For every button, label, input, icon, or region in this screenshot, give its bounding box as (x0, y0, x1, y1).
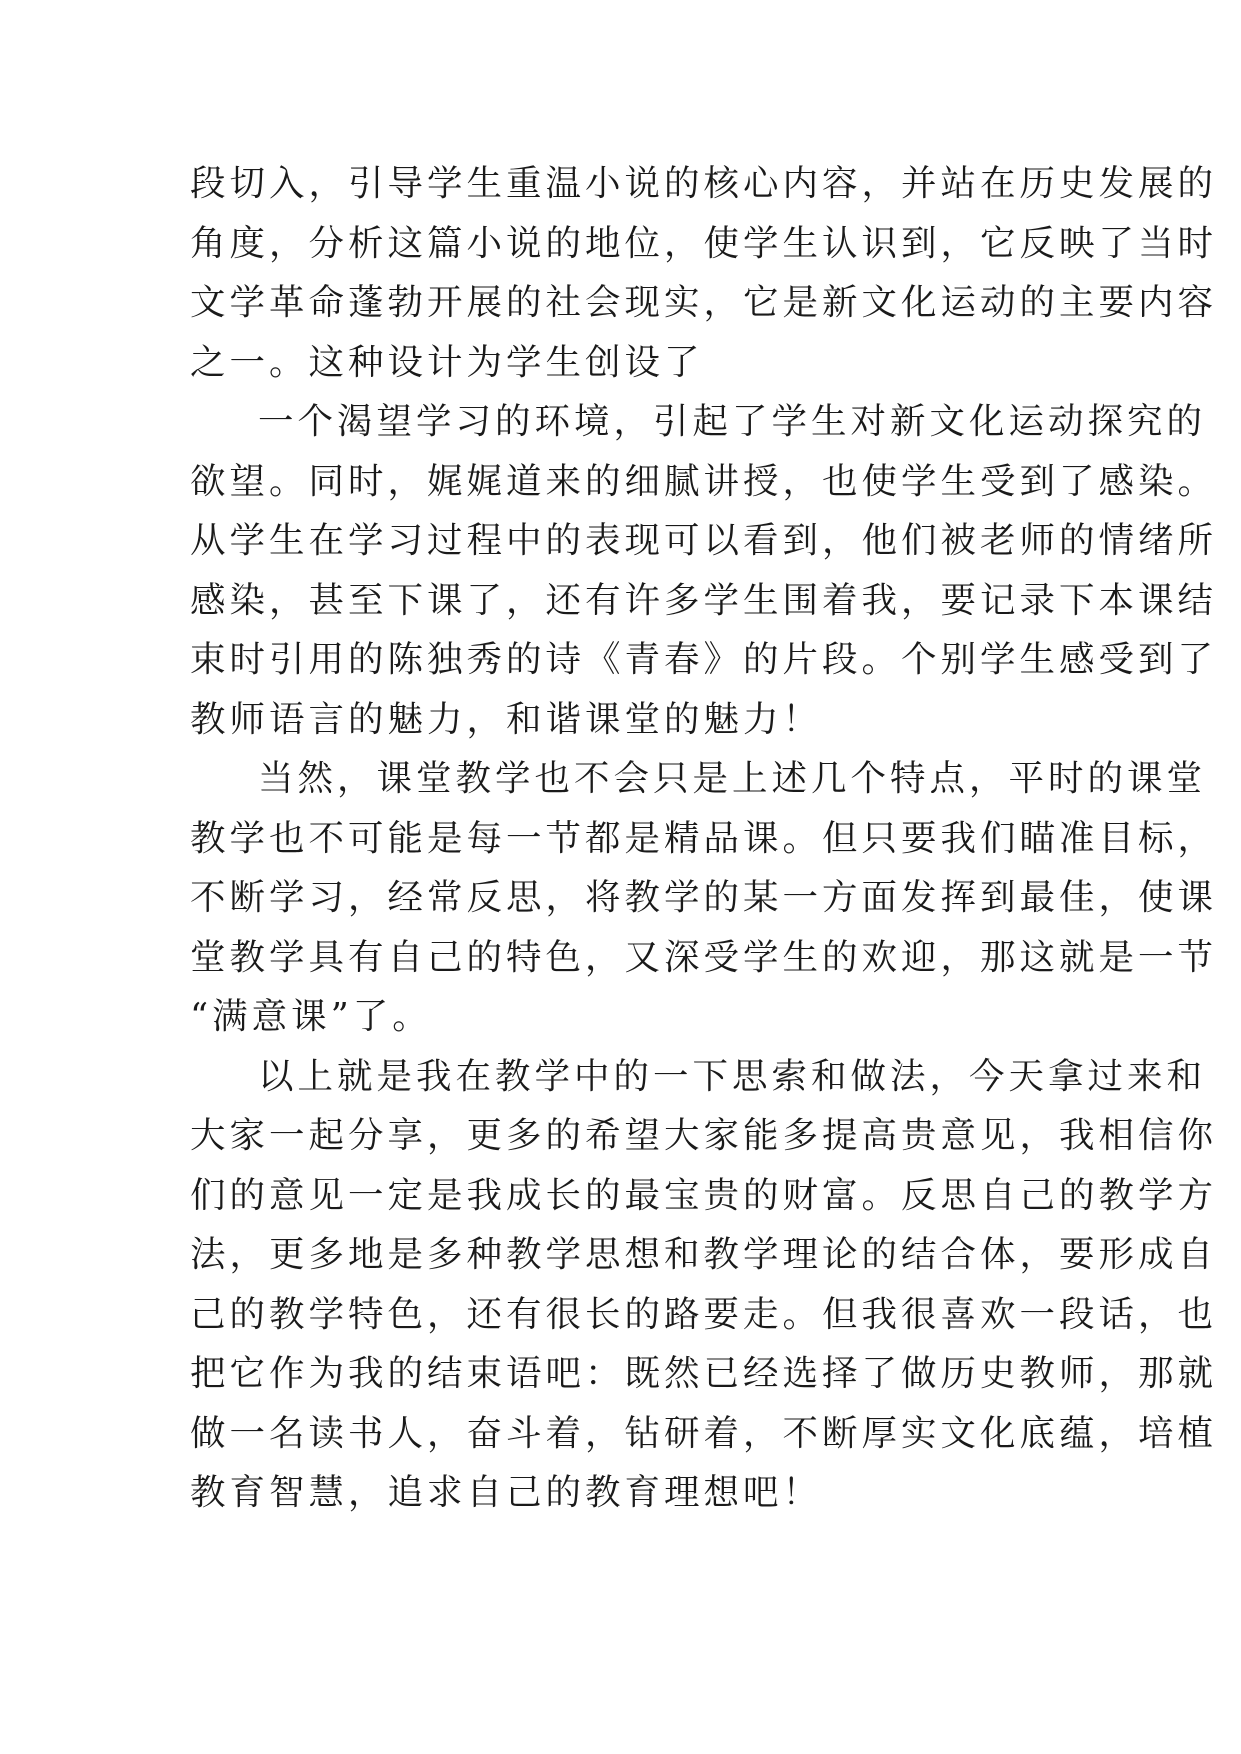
text-line: 己的教学特色，还有很长的路要走。但我很喜欢一段话，也 (190, 1293, 1218, 1335)
text-line: 角度，分析这篇小说的地位，使学生认识到，它反映了当时 (190, 222, 1218, 264)
text-line: 欲望。同时，娓娓道来的细腻讲授，也使学生受到了感染。 (190, 460, 1218, 502)
text-line: 教师语言的魅力，和谐课堂的魅力！ (190, 698, 823, 740)
text-line: 把它作为我的结束语吧：既然已经选择了做历史教师，那就 (190, 1353, 1218, 1394)
paragraph-2 (190, 392, 1218, 749)
text-line: 感染，甚至下课了，还有许多学生围着我，要记录下本课结 (190, 579, 1218, 621)
text-line: 法，更多地是多种教学思想和教学理论的结合体，要形成自 (190, 1234, 1218, 1275)
text-line: 从学生在学习过程中的表现可以看到，他们被老师的情绪所 (190, 520, 1218, 561)
text-line: 段切入，引导学生重温小说的核心内容，并站在历史发展的 (190, 163, 1218, 204)
text-line: 不断学习，经常反思，将教学的某一方面发挥到最佳，使课 (190, 877, 1218, 918)
text-line: 文学革命蓬勃开展的社会现实，它是新文化运动的主要内容 (190, 282, 1218, 323)
text-line: 堂教学具有自己的特色，又深受学生的欢迎，那这就是一节 (190, 936, 1218, 978)
text-line: 束时引用的陈独秀的诗《青春》的片段。个别学生感受到了 (190, 639, 1218, 680)
paragraph-3 (190, 749, 1218, 1047)
paragraph-4 (190, 1047, 1218, 1523)
text-line: “满意课”了。 (190, 996, 432, 1037)
paragraph-1 (190, 154, 1218, 392)
text-line: 当然，课堂教学也不会只是上述几个特点，平时的课堂 (258, 758, 1207, 799)
text-line: 之一。这种设计为学生创设了 (190, 341, 704, 383)
text-line: 以上就是我在教学中的一下思索和做法，今天拿过来和 (258, 1055, 1207, 1097)
text-line: 做一名读书人，奋斗着，钻研着，不断厚实文化底蕴，培植 (190, 1412, 1218, 1454)
text-line: 们的意见一定是我成长的最宝贵的财富。反思自己的教学方 (190, 1174, 1218, 1216)
text-line: 教育智慧，追求自己的教育理想吧！ (190, 1472, 823, 1513)
text-line: 教学也不可能是每一节都是精品课。但只要我们瞄准目标， (190, 817, 1218, 859)
document-body (190, 154, 1218, 1523)
text-line: 大家一起分享，更多的希望大家能多提高贵意见，我相信你 (190, 1115, 1218, 1156)
text-line: 一个渴望学习的环境，引起了学生对新文化运动探究的 (258, 401, 1207, 442)
